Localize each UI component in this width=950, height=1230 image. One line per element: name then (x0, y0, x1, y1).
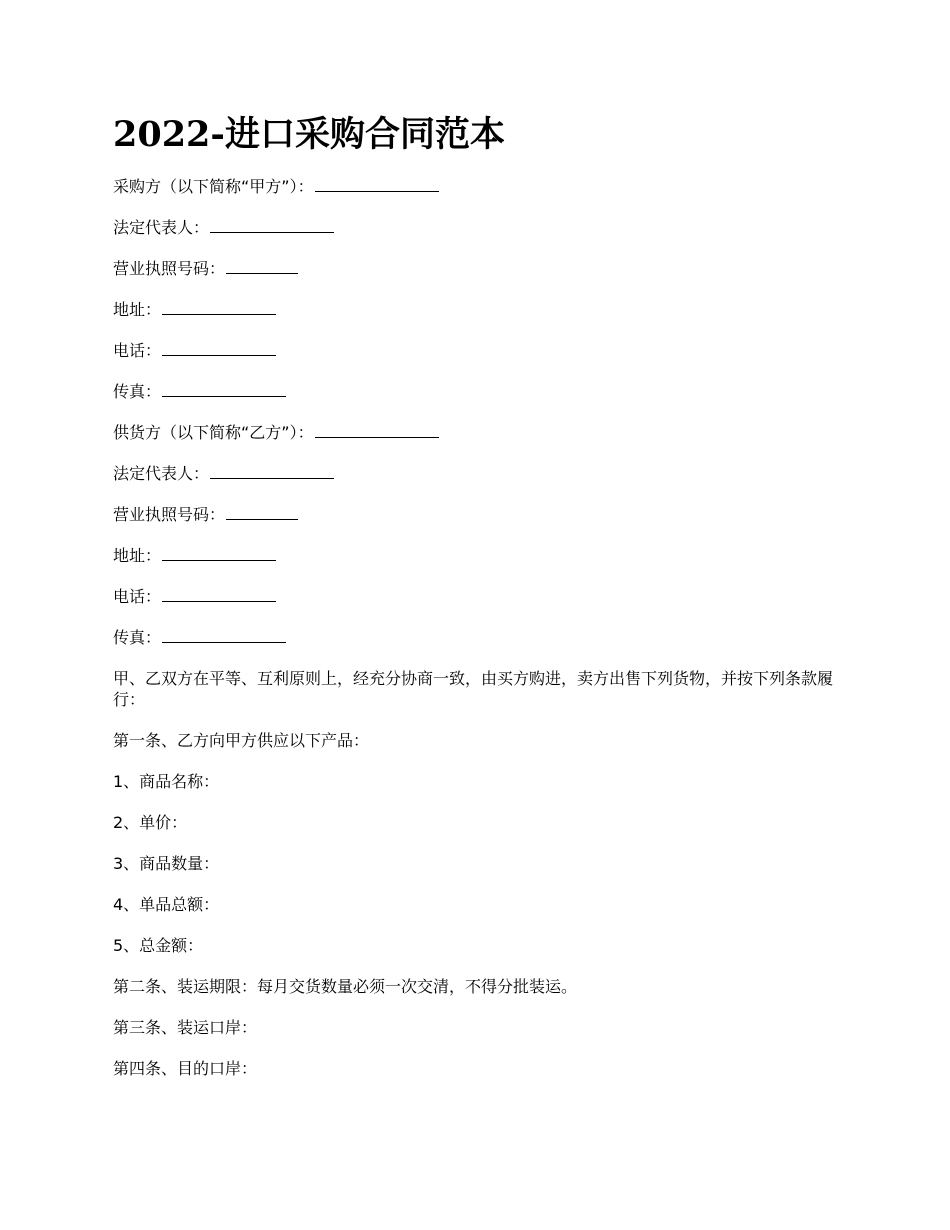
seller-address-label: 地址： (113, 546, 162, 565)
contract-intro: 甲、乙双方在平等、互利原则上，经充分协商一致，由买方购进，卖方出售下列货物，并按下列条款履行： (113, 669, 834, 709)
seller-heading-line (113, 422, 843, 443)
buyer-address-blank[interactable] (162, 299, 276, 315)
buyer-heading: 采购方（以下简称“甲方”）： (113, 177, 314, 196)
seller-phone-line (113, 586, 843, 607)
seller-address-line (113, 545, 843, 566)
seller-fax-blank[interactable] (162, 627, 286, 643)
buyer-license-line (113, 258, 843, 279)
buyer-legal-rep-blank[interactable] (210, 217, 334, 233)
buyer-fax-line (113, 381, 843, 402)
buyer-legal-rep-label: 法定代表人： (113, 218, 210, 237)
article-1: 第一条、乙方向甲方供应以下产品： (113, 731, 370, 750)
seller-fax-label: 传真： (113, 628, 162, 647)
seller-fax-line (113, 627, 843, 648)
buyer-heading-line (113, 176, 843, 197)
buyer-fax-label: 传真： (113, 382, 162, 401)
seller-phone-blank[interactable] (162, 586, 276, 602)
seller-legal-rep-line (113, 463, 843, 484)
article-2: 第二条、装运期限：每月交货数量必须一次交清，不得分批装运。 (113, 977, 578, 996)
article-3: 第三条、装运口岸： (113, 1018, 258, 1037)
seller-license-label: 营业执照号码： (113, 505, 226, 524)
seller-license-blank[interactable] (226, 504, 298, 520)
item-quantity: 3、商品数量： (113, 854, 220, 873)
buyer-phone-line (113, 340, 843, 361)
document-title: 2022-进口采购合同范本 (113, 114, 505, 155)
buyer-legal-rep-line (113, 217, 843, 238)
seller-phone-label: 电话： (113, 587, 162, 606)
item-total: 4、单品总额： (113, 895, 220, 914)
buyer-license-label: 营业执照号码： (113, 259, 226, 278)
buyer-license-blank[interactable] (226, 258, 298, 274)
seller-legal-rep-blank[interactable] (210, 463, 334, 479)
seller-name-blank[interactable] (315, 422, 439, 438)
seller-heading: 供货方（以下简称“乙方”）： (113, 423, 314, 442)
document-body (113, 112, 843, 1099)
buyer-phone-label: 电话： (113, 341, 162, 360)
item-unit-price: 2、单价： (113, 813, 188, 832)
buyer-address-label: 地址： (113, 300, 162, 319)
seller-legal-rep-label: 法定代表人： (113, 464, 210, 483)
buyer-fax-blank[interactable] (162, 381, 286, 397)
seller-license-line (113, 504, 843, 525)
seller-address-blank[interactable] (162, 545, 276, 561)
grand-total: 5、总金额： (113, 936, 204, 955)
item-name: 1、商品名称： (113, 772, 220, 791)
buyer-address-line (113, 299, 843, 320)
buyer-phone-blank[interactable] (162, 340, 276, 356)
buyer-name-blank[interactable] (315, 176, 439, 192)
article-4: 第四条、目的口岸： (113, 1059, 258, 1078)
